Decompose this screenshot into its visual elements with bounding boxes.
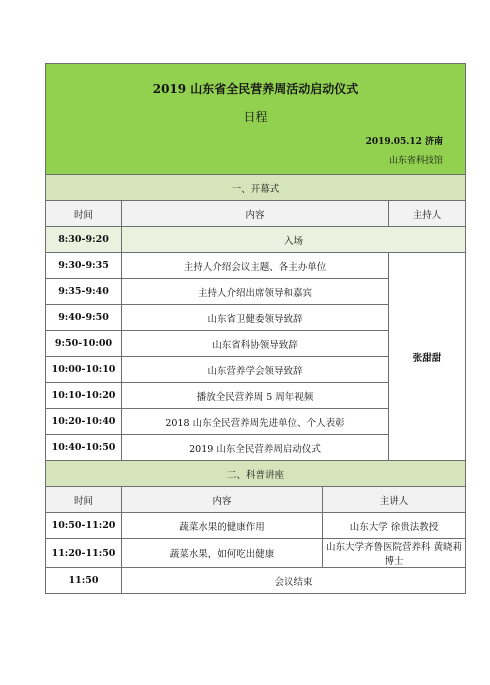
- section-heading-opening: 一、开幕式: [46, 175, 466, 201]
- row-content: 2018 山东全民营养周先进单位、个人表彰: [122, 409, 389, 435]
- table-row: [46, 539, 466, 568]
- row-content: 蔬菜水果，如何吃出健康: [122, 539, 323, 568]
- host-name: 张甜甜: [389, 253, 466, 461]
- row-time: 11:50: [46, 568, 122, 594]
- row-content: 会议结束: [122, 568, 466, 594]
- column-header-speaker: 主讲人: [323, 487, 466, 513]
- page-title: 2019 山东省全民营养周活动启动仪式: [152, 82, 359, 96]
- table-row: [46, 227, 466, 253]
- row-content: 蔬菜水果的健康作用: [122, 513, 323, 539]
- row-content: 山东省卫健委领导致辞: [122, 305, 389, 331]
- venue: 山东省科技馆: [389, 156, 444, 166]
- row-time: 10:40-10:50: [46, 435, 122, 461]
- row-time: 10:50-11:20: [46, 513, 122, 539]
- row-time: 9:30-9:35: [46, 253, 122, 279]
- row-speaker: 山东大学齐鲁医院营养科 黄晓莉博士: [323, 539, 466, 568]
- column-header-host: 主持人: [389, 201, 466, 227]
- row-content: 播放全民营养周 5 周年视频: [122, 383, 389, 409]
- column-header-content: 内容: [122, 487, 323, 513]
- row-time: 10:10-10:20: [46, 383, 122, 409]
- row-content: 山东省科协领导致辞: [122, 331, 389, 357]
- schedule-document: [45, 63, 465, 594]
- row-speaker: 山东大学 徐贵法教授: [323, 513, 466, 539]
- date-place: 2019.05.12 济南: [365, 137, 444, 147]
- row-time: 11:20-11:50: [46, 539, 122, 568]
- table-row: [46, 513, 466, 539]
- column-header-content: 内容: [122, 201, 389, 227]
- section-heading-lecture: 二、科普讲座: [46, 461, 466, 487]
- row-content: 2019 山东全民营养周启动仪式: [122, 435, 389, 461]
- column-header-time: 时间: [46, 201, 122, 227]
- row-time: 9:40-9:50: [46, 305, 122, 331]
- row-time: 10:00-10:10: [46, 357, 122, 383]
- schedule-table: [45, 63, 466, 594]
- row-time: 8:30-9:20: [46, 227, 122, 253]
- row-time: 10:20-10:40: [46, 409, 122, 435]
- table-row: [46, 568, 466, 594]
- title-block: [46, 64, 466, 175]
- row-time: 9:35-9:40: [46, 279, 122, 305]
- row-content: 入场: [122, 227, 466, 253]
- row-content: 主持人介绍会议主题、各主办单位: [122, 253, 389, 279]
- table-row: [46, 253, 466, 279]
- row-content: 山东营养学会领导致辞: [122, 357, 389, 383]
- page-subtitle: 日程: [243, 110, 268, 124]
- row-time: 9:50-10:00: [46, 331, 122, 357]
- row-content: 主持人介绍出席领导和嘉宾: [122, 279, 389, 305]
- column-header-time: 时间: [46, 487, 122, 513]
